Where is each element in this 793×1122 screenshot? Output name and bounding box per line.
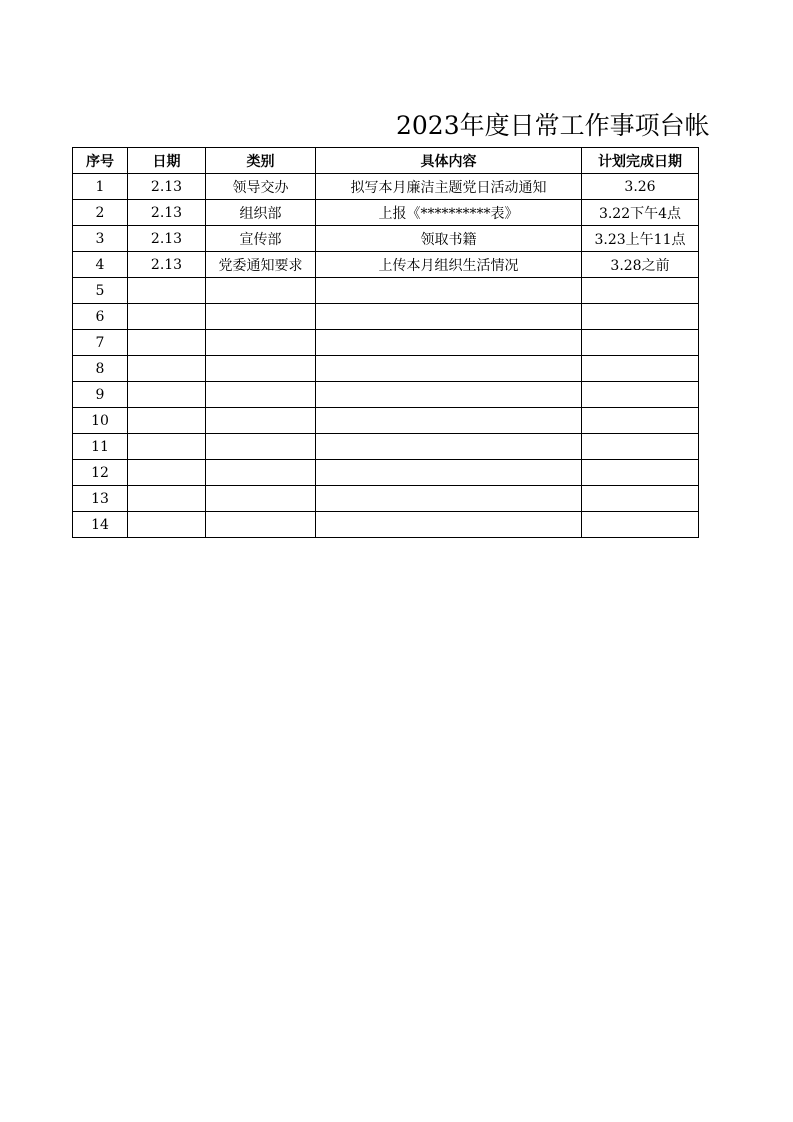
work-ledger-table xyxy=(72,147,699,538)
table-row xyxy=(73,434,699,460)
cell-category xyxy=(206,304,316,330)
cell-category: 组织部 xyxy=(206,200,316,226)
cell-content xyxy=(316,330,582,356)
cell-content: 领取书籍 xyxy=(316,226,582,252)
cell-due-date xyxy=(582,512,699,538)
cell-no: 9 xyxy=(73,382,128,408)
table-row xyxy=(73,486,699,512)
cell-content xyxy=(316,434,582,460)
cell-due-date: 3.26 xyxy=(582,174,699,200)
table-row xyxy=(73,512,699,538)
table-row xyxy=(73,304,699,330)
cell-date: 2.13 xyxy=(128,252,206,278)
cell-due-date: 3.28之前 xyxy=(582,252,699,278)
cell-content xyxy=(316,512,582,538)
cell-category xyxy=(206,382,316,408)
table-row xyxy=(73,226,699,252)
cell-content: 拟写本月廉洁主题党日活动通知 xyxy=(316,174,582,200)
cell-due-date: 3.22下午4点 xyxy=(582,200,699,226)
table-row xyxy=(73,408,699,434)
page-title: 2023年度日常工作事项台帐 xyxy=(396,111,710,140)
cell-date xyxy=(128,486,206,512)
cell-no: 14 xyxy=(73,512,128,538)
cell-no: 10 xyxy=(73,408,128,434)
cell-due-date xyxy=(582,408,699,434)
cell-due-date xyxy=(582,304,699,330)
cell-category xyxy=(206,356,316,382)
cell-date: 2.13 xyxy=(128,200,206,226)
cell-no: 12 xyxy=(73,460,128,486)
cell-category xyxy=(206,408,316,434)
table-row xyxy=(73,252,699,278)
cell-due-date xyxy=(582,460,699,486)
header-date: 日期 xyxy=(128,148,206,174)
cell-category: 宣传部 xyxy=(206,226,316,252)
header-no: 序号 xyxy=(73,148,128,174)
header-content: 具体内容 xyxy=(316,148,582,174)
cell-content xyxy=(316,278,582,304)
cell-content: 上传本月组织生活情况 xyxy=(316,252,582,278)
cell-due-date xyxy=(582,486,699,512)
table-row xyxy=(73,382,699,408)
cell-date xyxy=(128,512,206,538)
cell-date xyxy=(128,356,206,382)
header-due-date: 计划完成日期 xyxy=(582,148,699,174)
table-row xyxy=(73,200,699,226)
cell-no: 7 xyxy=(73,330,128,356)
cell-date xyxy=(128,304,206,330)
cell-no: 8 xyxy=(73,356,128,382)
cell-category xyxy=(206,460,316,486)
cell-no: 2 xyxy=(73,200,128,226)
cell-category xyxy=(206,278,316,304)
table-row xyxy=(73,460,699,486)
table-row xyxy=(73,330,699,356)
cell-no: 5 xyxy=(73,278,128,304)
table-header-row xyxy=(73,148,699,174)
cell-date xyxy=(128,382,206,408)
cell-category xyxy=(206,512,316,538)
cell-date xyxy=(128,278,206,304)
cell-content xyxy=(316,486,582,512)
cell-no: 1 xyxy=(73,174,128,200)
header-category: 类别 xyxy=(206,148,316,174)
cell-category: 领导交办 xyxy=(206,174,316,200)
cell-no: 11 xyxy=(73,434,128,460)
cell-no: 13 xyxy=(73,486,128,512)
table-body xyxy=(73,174,699,538)
cell-content xyxy=(316,460,582,486)
cell-date: 2.13 xyxy=(128,226,206,252)
table-row xyxy=(73,278,699,304)
cell-category xyxy=(206,486,316,512)
cell-no: 6 xyxy=(73,304,128,330)
cell-no: 3 xyxy=(73,226,128,252)
cell-due-date xyxy=(582,382,699,408)
cell-content xyxy=(316,382,582,408)
cell-no: 4 xyxy=(73,252,128,278)
cell-category: 党委通知要求 xyxy=(206,252,316,278)
cell-due-date xyxy=(582,434,699,460)
cell-date xyxy=(128,434,206,460)
cell-content xyxy=(316,408,582,434)
cell-due-date: 3.23上午11点 xyxy=(582,226,699,252)
cell-content xyxy=(316,304,582,330)
table-row xyxy=(73,174,699,200)
cell-date xyxy=(128,460,206,486)
cell-category xyxy=(206,434,316,460)
cell-date xyxy=(128,330,206,356)
cell-due-date xyxy=(582,330,699,356)
cell-category xyxy=(206,330,316,356)
cell-content: 上报《**********表》 xyxy=(316,200,582,226)
cell-due-date xyxy=(582,278,699,304)
cell-date: 2.13 xyxy=(128,174,206,200)
cell-content xyxy=(316,356,582,382)
cell-due-date xyxy=(582,356,699,382)
table-row xyxy=(73,356,699,382)
cell-date xyxy=(128,408,206,434)
